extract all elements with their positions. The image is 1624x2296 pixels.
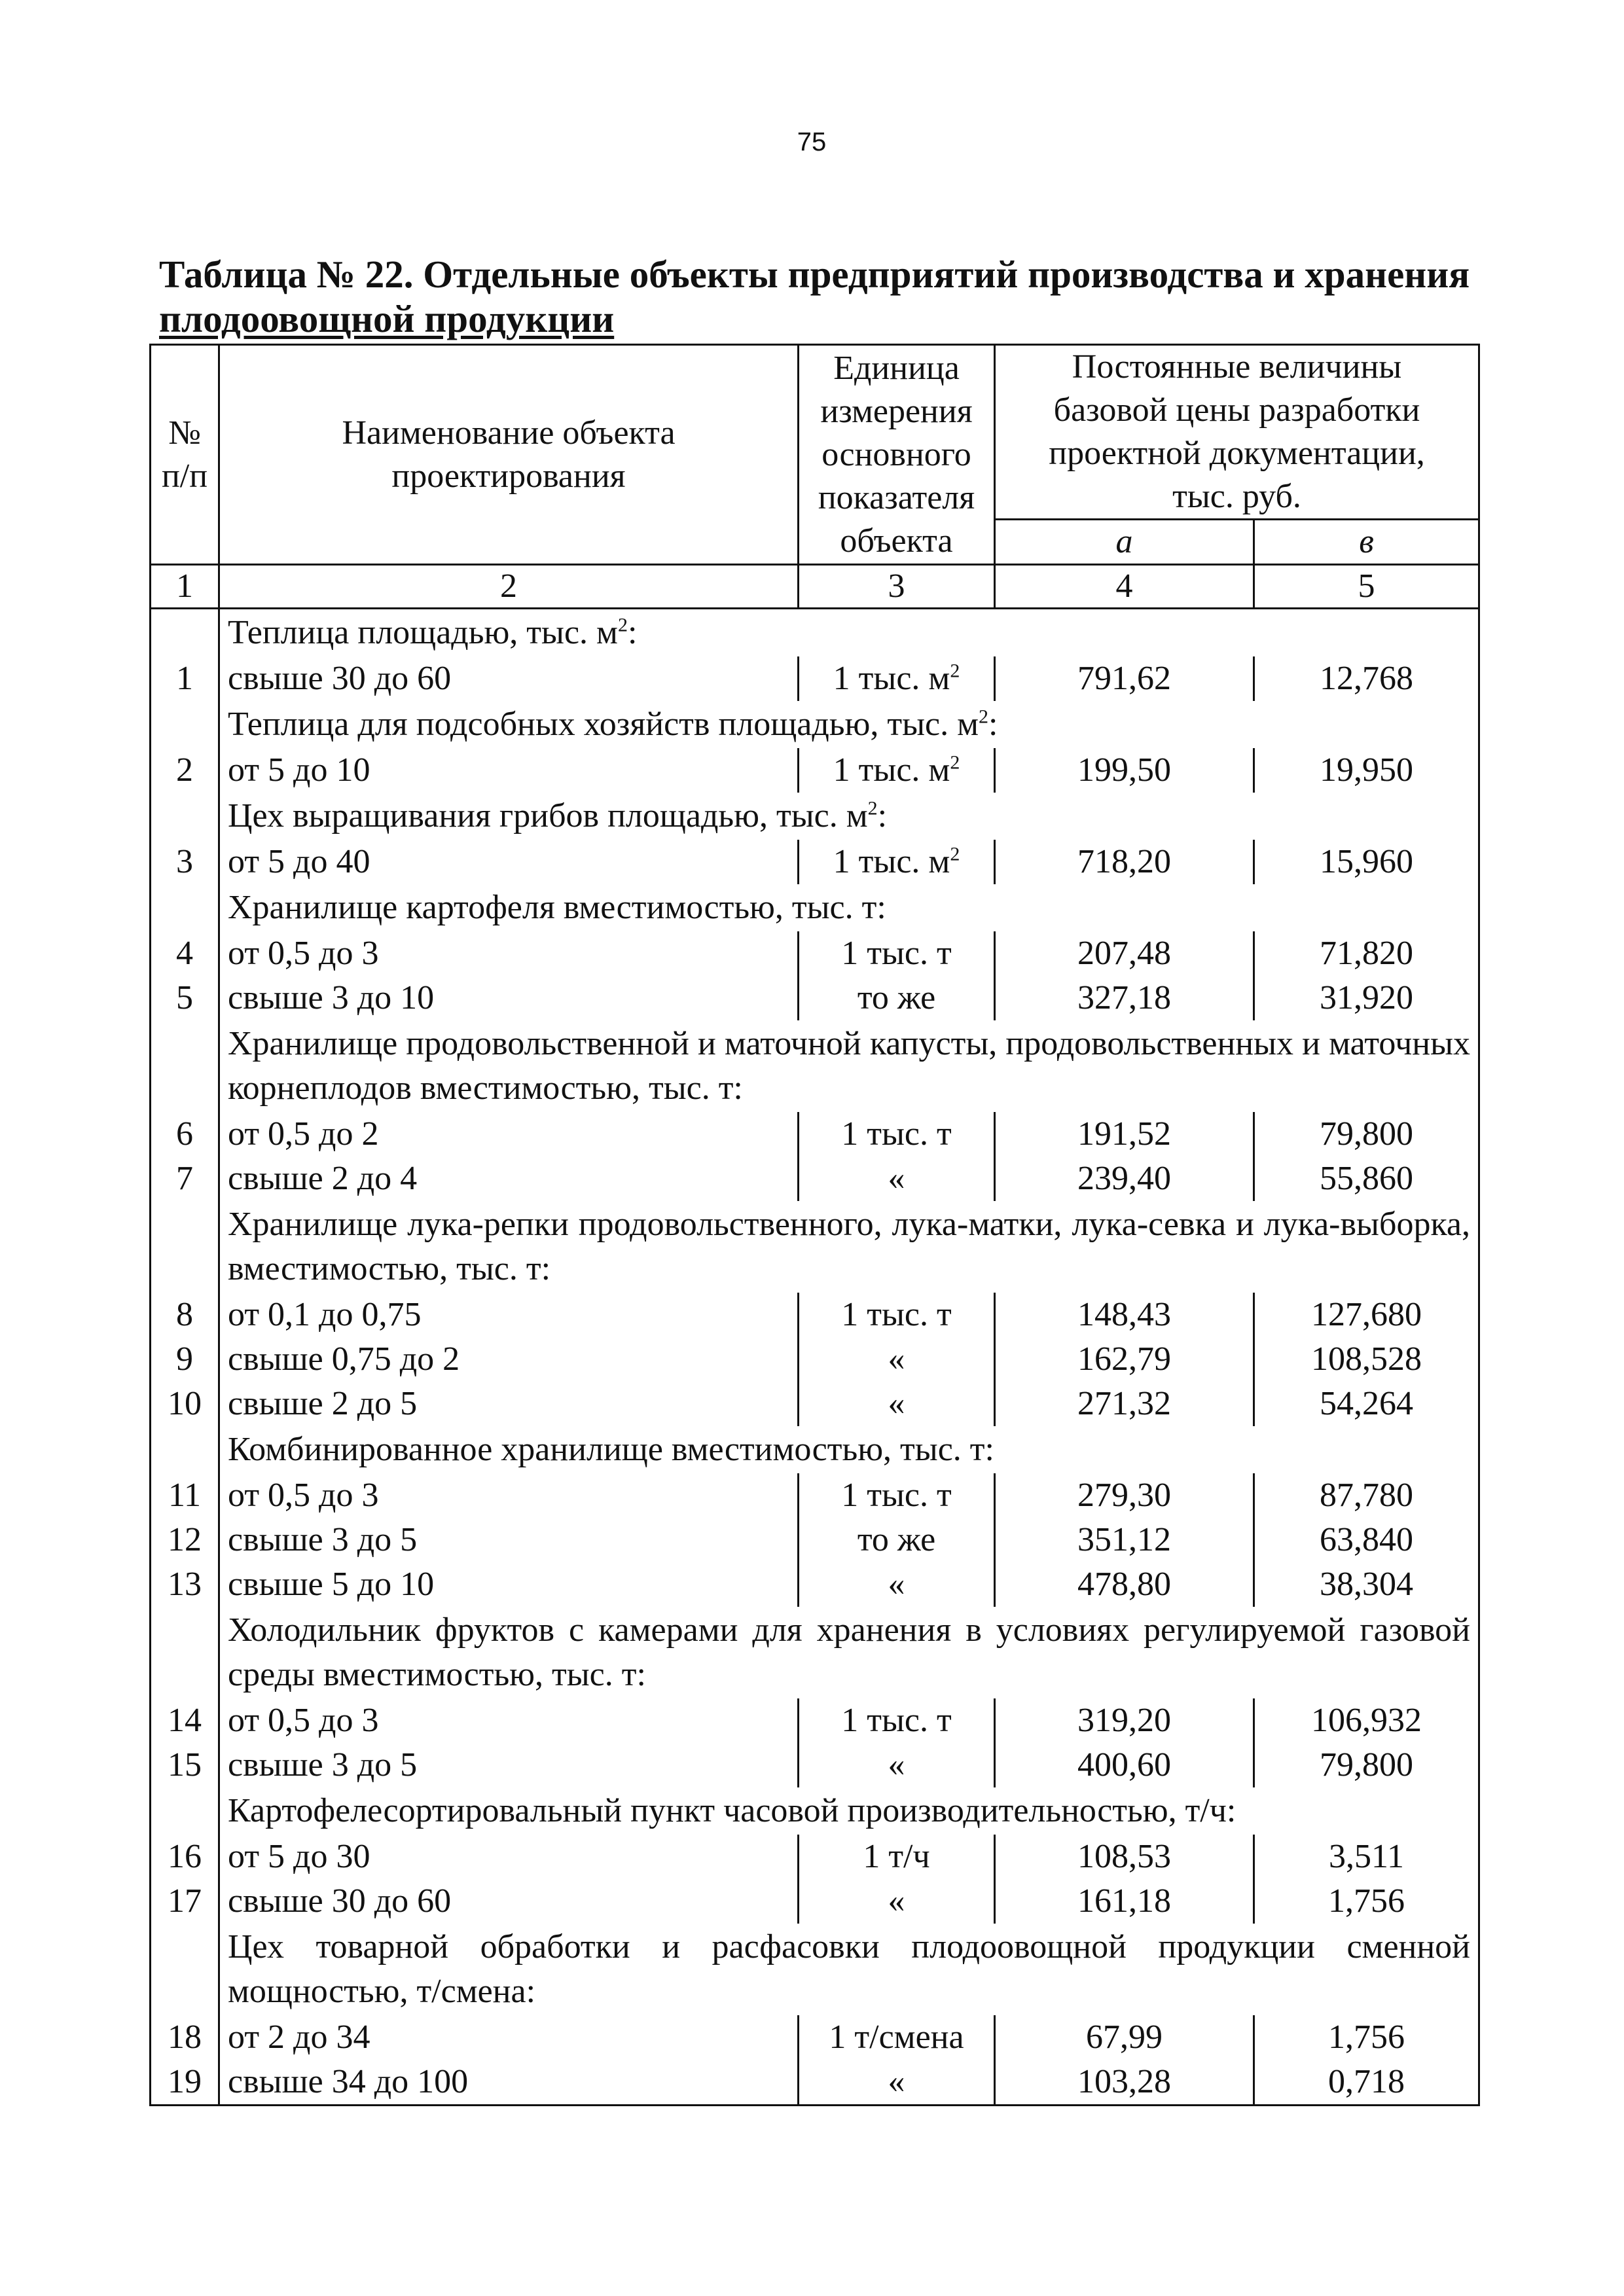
row-value-a: 791,62: [995, 656, 1254, 701]
row-name: свыше 2 до 5: [219, 1382, 799, 1426]
row-value-b: 106,932: [1254, 1698, 1479, 1743]
group-num-spacer: [151, 1020, 219, 1112]
row-number: 8: [151, 1293, 219, 1337]
row-value-b: 63,840: [1254, 1518, 1479, 1562]
row-number: 5: [151, 976, 219, 1020]
group-title: [219, 1787, 1479, 1835]
group-title-text: Комбинированное хранилище вместимостью, тыс. т:: [228, 1431, 994, 1468]
group-title-text: Цех товарной обработки и расфасовки плодоовощной продукции сменной мощностью, т/смена:: [228, 1928, 1471, 2010]
header-num: [151, 345, 219, 565]
row-value-b: 15,960: [1254, 840, 1479, 884]
table-row: [151, 1382, 1479, 1426]
group-title-sup: 2: [867, 797, 878, 819]
row-value-b: 55,860: [1254, 1157, 1479, 1201]
group-title: [219, 1607, 1479, 1698]
row-unit: [799, 976, 995, 1020]
row-unit-text: 1 тыс. т: [841, 1296, 952, 1333]
row-unit-text: то же: [857, 979, 936, 1016]
group-title-text: Хранилище картофеля вместимостью, тыс. т:: [228, 889, 886, 926]
header-unit-line: показателя: [818, 478, 975, 516]
group-title-text: Теплица площадью, тыс. м: [228, 614, 618, 651]
row-value-a: 162,79: [995, 1337, 1254, 1382]
row-unit-sup: 2: [950, 843, 960, 865]
row-unit: [799, 1698, 995, 1743]
row-name: свыше 2 до 4: [219, 1157, 799, 1201]
row-unit: [799, 840, 995, 884]
row-number: 9: [151, 1337, 219, 1382]
row-number: 18: [151, 2015, 219, 2060]
row-unit: [799, 2060, 995, 2106]
row-unit: [799, 1518, 995, 1562]
header-num-line: п/п: [161, 457, 208, 495]
group-title: [219, 1201, 1479, 1293]
row-value-b: 38,304: [1254, 1562, 1479, 1607]
group-title-row: [151, 1787, 1479, 1835]
row-number: 15: [151, 1743, 219, 1787]
table-row: [151, 1112, 1479, 1157]
row-number: 6: [151, 1112, 219, 1157]
table-row: [151, 840, 1479, 884]
header-price-line: Постоянные величины: [1072, 348, 1402, 386]
row-unit: [799, 1293, 995, 1337]
row-number: 12: [151, 1518, 219, 1562]
group-num-spacer: [151, 1924, 219, 2015]
group-title-text: Теплица для подсобных хозяйств площадью, тыс. м: [228, 706, 979, 743]
row-number: 7: [151, 1157, 219, 1201]
group-title-row: [151, 1426, 1479, 1473]
row-name: свыше 30 до 60: [219, 1879, 799, 1924]
row-name: от 5 до 40: [219, 840, 799, 884]
group-num-spacer: [151, 1607, 219, 1698]
row-value-a: 351,12: [995, 1518, 1254, 1562]
row-unit-text: «: [888, 1340, 905, 1378]
row-number: 17: [151, 1879, 219, 1924]
header-name-line: Наименование объекта: [342, 414, 676, 452]
row-value-a: 271,32: [995, 1382, 1254, 1426]
group-num-spacer: [151, 1426, 219, 1473]
row-unit-text: 1 тыс. т: [841, 1477, 952, 1514]
row-unit-text: «: [888, 1385, 905, 1422]
row-unit: [799, 2015, 995, 2060]
header-num-line: №: [168, 414, 201, 452]
row-name: от 0,5 до 3: [219, 1473, 799, 1518]
row-unit: [799, 1835, 995, 1879]
row-unit: [799, 1473, 995, 1518]
column-number: 3: [799, 565, 995, 609]
row-name: свыше 3 до 5: [219, 1743, 799, 1787]
header-name: [219, 345, 799, 565]
table-row: [151, 1562, 1479, 1607]
column-number: 4: [995, 565, 1254, 609]
row-value-a: 327,18: [995, 976, 1254, 1020]
row-value-b: 3,511: [1254, 1835, 1479, 1879]
row-number: 3: [151, 840, 219, 884]
header-unit: [799, 345, 995, 565]
row-value-b: 87,780: [1254, 1473, 1479, 1518]
group-title-row: [151, 793, 1479, 840]
row-unit-text: то же: [857, 1521, 936, 1558]
row-unit-sup: 2: [950, 660, 960, 682]
row-value-a: 108,53: [995, 1835, 1254, 1879]
row-name: свыше 5 до 10: [219, 1562, 799, 1607]
row-value-a: 67,99: [995, 2015, 1254, 2060]
row-value-a: 199,50: [995, 748, 1254, 793]
group-title: [219, 793, 1479, 840]
column-number: 1: [151, 565, 219, 609]
table-row: [151, 1337, 1479, 1382]
row-value-a: 718,20: [995, 840, 1254, 884]
group-title-end: :: [877, 797, 888, 834]
group-title-end: :: [627, 614, 638, 651]
header-price-line: базовой цены разработки: [1053, 391, 1420, 429]
header-col-a: а: [995, 520, 1254, 565]
table-title-line2: плодоовощной продукции: [159, 297, 615, 340]
row-unit-text: 1 тыс. м: [833, 660, 950, 697]
table-row: [151, 976, 1479, 1020]
group-title-row: [151, 609, 1479, 657]
header-price: [995, 345, 1479, 520]
group-title-row: [151, 1924, 1479, 2015]
group-title: [219, 609, 1479, 657]
row-unit: [799, 1337, 995, 1382]
table-body: [151, 609, 1479, 2106]
row-value-b: 0,718: [1254, 2060, 1479, 2106]
header-unit-line: измерения: [820, 392, 973, 430]
row-value-b: 1,756: [1254, 2015, 1479, 2060]
table-row: [151, 1293, 1479, 1337]
row-name: от 2 до 34: [219, 2015, 799, 2060]
table-row: [151, 1473, 1479, 1518]
row-value-b: 12,768: [1254, 656, 1479, 701]
group-title-row: [151, 1020, 1479, 1112]
header-price-line: проектной документации,: [1049, 435, 1425, 472]
row-unit-text: «: [888, 1882, 905, 1920]
table-row: [151, 2015, 1479, 2060]
row-unit-text: «: [888, 2063, 905, 2100]
group-title-row: [151, 701, 1479, 748]
row-name: свыше 0,75 до 2: [219, 1337, 799, 1382]
header-unit-line: Единица: [833, 349, 960, 387]
row-unit-text: «: [888, 1160, 905, 1197]
row-value-a: 207,48: [995, 931, 1254, 976]
table-row: [151, 748, 1479, 793]
header-name-line: проектирования: [391, 457, 626, 495]
row-value-a: 161,18: [995, 1879, 1254, 1924]
group-title-end: :: [988, 706, 998, 743]
row-unit-text: «: [888, 1746, 905, 1784]
group-title-text: Хранилище продовольственной и маточной капусты, продовольственных и маточных корнеплодов вместимостью, тыс. т:: [228, 1025, 1471, 1107]
row-unit-text: «: [888, 1566, 905, 1603]
row-number: 1: [151, 656, 219, 701]
row-value-b: 127,680: [1254, 1293, 1479, 1337]
group-title-sup: 2: [979, 706, 989, 728]
table-row: [151, 1518, 1479, 1562]
row-value-b: 31,920: [1254, 976, 1479, 1020]
row-value-b: 54,264: [1254, 1382, 1479, 1426]
group-title-text: Холодильник фруктов с камерами для хранения в условиях регулируемой газовой среды вместимостью, тыс. т:: [228, 1611, 1471, 1693]
row-value-a: 279,30: [995, 1473, 1254, 1518]
group-title-sup: 2: [617, 614, 628, 636]
table-row: [151, 1157, 1479, 1201]
row-unit: [799, 1382, 995, 1426]
row-value-a: 191,52: [995, 1112, 1254, 1157]
header-unit-line: объекта: [840, 522, 953, 560]
row-value-b: 79,800: [1254, 1743, 1479, 1787]
row-name: свыше 3 до 10: [219, 976, 799, 1020]
row-unit-text: 1 тыс. т: [841, 1115, 952, 1153]
row-number: 2: [151, 748, 219, 793]
row-name: от 0,1 до 0,75: [219, 1293, 799, 1337]
group-num-spacer: [151, 793, 219, 840]
table-header: [151, 345, 1479, 609]
row-unit-text: 1 т/смена: [829, 2018, 964, 2056]
group-num-spacer: [151, 609, 219, 657]
row-number: 11: [151, 1473, 219, 1518]
table-row: [151, 931, 1479, 976]
group-title-text: Хранилище лука-репки продовольственного, лука-матки, лука-севка и лука-выборка, вместимостью, тыс. т:: [228, 1206, 1471, 1287]
group-title: [219, 1924, 1479, 2015]
row-value-b: 1,756: [1254, 1879, 1479, 1924]
row-unit: [799, 1112, 995, 1157]
group-title-row: [151, 1607, 1479, 1698]
row-number: 4: [151, 931, 219, 976]
table-title-line1: Таблица № 22. Отдельные объекты предприятий производства и хранения: [159, 253, 1470, 296]
row-value-b: 19,950: [1254, 748, 1479, 793]
group-num-spacer: [151, 1201, 219, 1293]
group-title-text: Картофелесортировальный пункт часовой производительностью, т/ч:: [228, 1792, 1236, 1829]
header-unit-line: основного: [821, 435, 971, 473]
group-num-spacer: [151, 701, 219, 748]
table-row: [151, 1743, 1479, 1787]
row-number: 13: [151, 1562, 219, 1607]
row-unit: [799, 748, 995, 793]
group-title: [219, 1020, 1479, 1112]
row-number: 14: [151, 1698, 219, 1743]
table-row: [151, 656, 1479, 701]
table-title: [159, 252, 1494, 341]
header-col-b: в: [1254, 520, 1479, 565]
table-row: [151, 2060, 1479, 2106]
row-unit: [799, 1157, 995, 1201]
group-title: [219, 701, 1479, 748]
price-table: [149, 344, 1480, 2106]
row-unit-sup: 2: [950, 751, 960, 774]
row-unit-text: 1 т/ч: [863, 1838, 930, 1875]
row-unit: [799, 656, 995, 701]
group-num-spacer: [151, 884, 219, 931]
row-name: от 5 до 30: [219, 1835, 799, 1879]
table-row: [151, 1698, 1479, 1743]
row-unit-text: 1 тыс. м: [833, 843, 950, 880]
row-value-a: 148,43: [995, 1293, 1254, 1337]
row-number: 19: [151, 2060, 219, 2106]
row-value-a: 478,80: [995, 1562, 1254, 1607]
row-value-b: 79,800: [1254, 1112, 1479, 1157]
table-row: [151, 1835, 1479, 1879]
row-value-a: 400,60: [995, 1743, 1254, 1787]
group-title-row: [151, 884, 1479, 931]
row-name: от 0,5 до 3: [219, 931, 799, 976]
row-unit-text: 1 тыс. т: [841, 1702, 952, 1739]
row-value-a: 239,40: [995, 1157, 1254, 1201]
row-unit: [799, 1562, 995, 1607]
header-price-line: тыс. руб.: [1172, 478, 1301, 515]
group-num-spacer: [151, 1787, 219, 1835]
page-number: 75: [797, 128, 827, 156]
row-name: свыше 34 до 100: [219, 2060, 799, 2106]
group-title: [219, 1426, 1479, 1473]
column-number: 5: [1254, 565, 1479, 609]
row-name: свыше 30 до 60: [219, 656, 799, 701]
row-name: от 0,5 до 3: [219, 1698, 799, 1743]
row-value-b: 71,820: [1254, 931, 1479, 976]
row-unit-text: 1 тыс. т: [841, 935, 952, 972]
table-row: [151, 1879, 1479, 1924]
group-title-text: Цех выращивания грибов площадью, тыс. м: [228, 797, 868, 834]
row-unit: [799, 1879, 995, 1924]
row-number: 10: [151, 1382, 219, 1426]
group-title-row: [151, 1201, 1479, 1293]
column-number: 2: [219, 565, 799, 609]
row-unit-text: 1 тыс. м: [833, 751, 950, 789]
row-unit: [799, 1743, 995, 1787]
column-numbers-row: [151, 565, 1479, 609]
group-title: [219, 884, 1479, 931]
row-value-a: 103,28: [995, 2060, 1254, 2106]
row-name: от 5 до 10: [219, 748, 799, 793]
row-number: 16: [151, 1835, 219, 1879]
row-name: от 0,5 до 2: [219, 1112, 799, 1157]
row-unit: [799, 931, 995, 976]
row-name: свыше 3 до 5: [219, 1518, 799, 1562]
row-value-a: 319,20: [995, 1698, 1254, 1743]
row-value-b: 108,528: [1254, 1337, 1479, 1382]
